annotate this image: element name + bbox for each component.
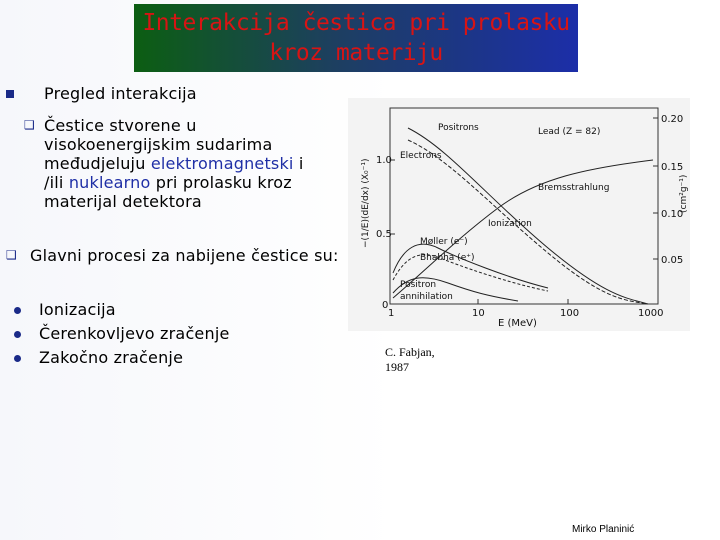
yleft-tick: 0 (382, 300, 389, 311)
checkbox-bullet-icon: ❑ (24, 118, 35, 132)
label-annihilation: annihilation (400, 292, 453, 302)
sub-bullet-2-text: Glavni procesi za nabijene čestice su: (30, 246, 339, 265)
text-fragment: i (293, 154, 304, 173)
x-tick: 1 (388, 308, 395, 319)
author-footer: Mirko Planinić (572, 524, 635, 535)
yright-tick: 0.10 (661, 209, 684, 220)
yright-tick: 0.05 (661, 255, 684, 266)
y-right-axis-label: (cm²g⁻¹) (679, 174, 689, 213)
yright-tick: 0.20 (661, 114, 684, 125)
slide-title (134, 4, 578, 72)
label-bhabha: Bhabha (e⁺) (420, 253, 475, 263)
x-tick: 1000 (638, 308, 664, 319)
list-item (14, 300, 294, 324)
highlight-nuclear: nuklearno (68, 173, 151, 192)
bullet-1-text: Pregled interakcija (44, 84, 197, 103)
dot-bullet-icon (14, 355, 21, 362)
x-tick: 100 (560, 308, 580, 319)
list-item-text: Čerenkovljevo zračenje (39, 324, 230, 343)
list-item (14, 348, 294, 372)
title-line-2: kroz materiju (269, 40, 443, 66)
label-electrons: Electrons (400, 151, 442, 161)
process-list (14, 300, 294, 372)
yleft-tick: 1.0 (376, 155, 392, 166)
figure-caption (385, 345, 435, 375)
text-fragment: međudjeluju (44, 154, 151, 173)
caption-line: C. Fabjan, (385, 345, 435, 359)
text-fragment: Čestice stvorene u (44, 116, 197, 135)
sub-bullet-1-text (44, 116, 334, 211)
energy-loss-figure (348, 98, 690, 331)
text-fragment: /ili (44, 173, 69, 192)
title-line-1: Interakcija čestica pri prolasku (142, 10, 570, 36)
text-fragment: pri prolasku kroz (150, 173, 292, 192)
list-item-text: Zakočno zračenje (39, 348, 184, 367)
dot-bullet-icon (14, 331, 21, 338)
label-positrons: Positrons (438, 123, 479, 133)
yleft-tick: 0.5 (376, 229, 392, 240)
label-moller: Møller (e⁻) (420, 237, 468, 247)
text-fragment: visokoenergijskim sudarima (44, 135, 273, 154)
label-ionization: Ionization (488, 219, 532, 229)
x-axis-label: E (MeV) (498, 318, 537, 329)
square-bullet-icon (6, 90, 14, 98)
checkbox-bullet-icon: ❑ (6, 248, 17, 262)
y-left-axis-label: −(1/E)(dE/dx) (X₀⁻¹) (361, 158, 371, 248)
text-fragment: materijal detektora (44, 192, 202, 211)
list-item (14, 324, 294, 348)
caption-line: 1987 (385, 360, 409, 374)
list-item-text: Ionizacija (39, 300, 116, 319)
energy-loss-plot (348, 98, 690, 331)
highlight-electromagnetic: elektromagnetski (150, 154, 294, 173)
dot-bullet-icon (14, 307, 21, 314)
label-positron: Positron (400, 280, 437, 290)
label-bremsstrahlung: Bremsstrahlung (538, 183, 610, 193)
yright-tick: 0.15 (661, 162, 684, 173)
label-lead: Lead (Z = 82) (538, 127, 601, 137)
x-tick: 10 (472, 308, 485, 319)
